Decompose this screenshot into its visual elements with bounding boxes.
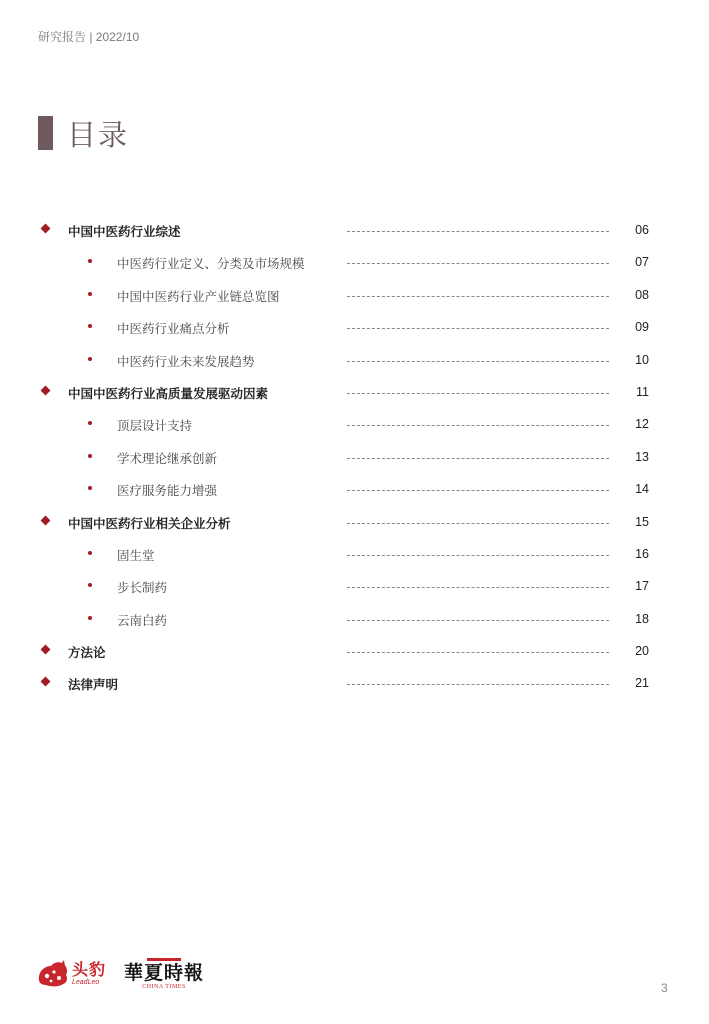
diamond-icon [41,515,51,525]
bullet-dot-icon [88,292,92,296]
toc-page-number[interactable]: 17 [635,579,649,594]
bullet-dot-icon [88,551,92,555]
dotted-leader [347,684,609,685]
toc-subsection-row[interactable] [0,571,709,603]
toc-title-block [38,113,129,153]
toc-section-row[interactable] [0,636,709,668]
dotted-leader [347,523,609,524]
toc-page-number[interactable]: 15 [635,514,649,529]
bullet-dot-icon [88,616,92,620]
bullet-dot-icon [88,259,92,263]
dotted-leader [347,458,609,459]
dotted-leader [347,652,609,653]
chinatimes-red-strip [147,958,181,961]
toc-page-number[interactable]: 16 [635,546,649,561]
chinatimes-brand-cn: 華夏時報 [124,961,205,984]
toc-page-number[interactable]: 14 [635,482,649,497]
toc-entry-label[interactable]: 方法论 [68,645,106,661]
toc-subsection-row[interactable] [0,604,709,636]
toc-page-number[interactable]: 18 [635,611,649,626]
toc-section-row[interactable] [0,507,709,539]
leadleo-brand-en: LeadLeo [72,979,100,986]
toc-subsection-row[interactable] [0,312,709,344]
toc-subsection-row[interactable] [0,442,709,474]
bullet-dot-icon [88,454,92,458]
dotted-leader [347,555,609,556]
diamond-icon [41,386,51,396]
toc-entry-label[interactable]: 学术理论继承创新 [117,450,218,466]
toc-subsection-row[interactable] [0,280,709,312]
chinatimes-logo [124,958,204,991]
toc-page-number[interactable]: 13 [635,449,649,464]
toc-subsection-row[interactable] [0,345,709,377]
dotted-leader [347,620,609,621]
bullet-dot-icon [88,324,92,328]
toc-section-row[interactable] [0,377,709,409]
bullet-dot-icon [88,486,92,490]
bullet-dot-icon [88,421,92,425]
leadleo-brand-cn: 头豹 [72,960,107,979]
toc-entry-label[interactable]: 步长制药 [117,580,168,596]
toc-entry-label[interactable]: 中医药行业未来发展趋势 [117,353,255,369]
leopard-head-icon [36,958,70,990]
toc-entry-label[interactable]: 法律声明 [68,677,119,693]
toc-subsection-row[interactable] [0,474,709,506]
toc-page-number[interactable]: 09 [635,320,649,335]
dotted-leader [347,328,609,329]
dotted-leader [347,263,609,264]
toc-entry-label[interactable]: 中医药行业定义、分类及市场规模 [117,256,305,272]
toc-page-number[interactable]: 10 [635,352,649,367]
toc-entry-label[interactable]: 医疗服务能力增强 [117,483,218,499]
toc-subsection-row[interactable] [0,247,709,279]
toc-entry-label[interactable]: 中国中医药行业相关企业分析 [68,515,231,531]
dotted-leader [347,296,609,297]
footer-logos [36,954,204,994]
title-accent-bar [38,116,53,150]
toc-entry-label[interactable]: 中国中医药行业产业链总览图 [117,288,280,304]
dotted-leader [347,393,609,394]
diamond-icon [41,677,51,687]
dotted-leader [347,231,609,232]
toc-section-row[interactable] [0,215,709,247]
chinatimes-brand-en: CHINA TIMES [142,983,186,990]
toc-entry-label[interactable]: 云南白药 [117,612,168,628]
bullet-dot-icon [88,357,92,361]
toc-entry-label[interactable]: 中国中医药行业综述 [68,224,181,239]
toc-subsection-row[interactable] [0,409,709,441]
toc-page-number[interactable]: 20 [635,644,649,659]
table-of-contents [0,215,709,701]
bullet-dot-icon [88,583,92,587]
leadleo-logo [36,958,106,990]
toc-page-number[interactable]: 21 [635,676,649,691]
dotted-leader [347,587,609,588]
toc-entry-label[interactable]: 固生堂 [117,547,155,563]
toc-page-number[interactable]: 06 [635,223,649,237]
report-header-meta: 研究报告 | 2022/10 [38,30,140,44]
toc-page-number[interactable]: 11 [636,384,649,399]
page-title: 目录 [67,117,130,152]
toc-page-number[interactable]: 08 [635,287,649,302]
footer-page-number: 3 [661,981,668,995]
dotted-leader [347,425,609,426]
toc-entry-label[interactable]: 顶层设计支持 [117,418,193,434]
dotted-leader [347,490,609,491]
toc-subsection-row[interactable] [0,539,709,571]
toc-page-number[interactable]: 07 [635,255,649,270]
toc-page-number[interactable]: 12 [635,417,649,432]
diamond-icon [41,224,51,234]
dotted-leader [347,361,609,362]
toc-entry-label[interactable]: 中医药行业痛点分析 [117,321,230,337]
diamond-icon [41,645,51,655]
toc-entry-label[interactable]: 中国中医药行业高质量发展驱动因素 [68,385,269,401]
toc-section-row[interactable] [0,668,709,700]
